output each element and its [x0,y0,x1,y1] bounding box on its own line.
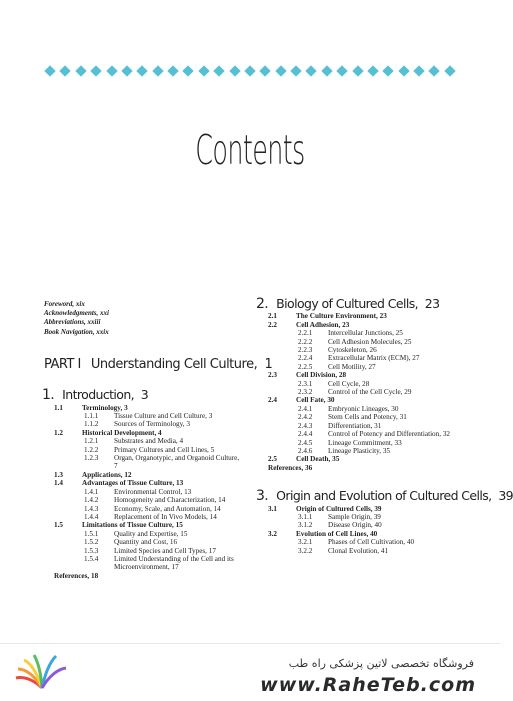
subsection-number: 1.1.1 [84,412,99,421]
toc-subsection-entry[interactable] [44,488,244,496]
section-number: 1.2 [54,428,63,437]
subsection-number: 2.3.1 [298,379,313,388]
toc-subsection-entry[interactable] [44,454,244,471]
chapter-heading[interactable] [256,296,468,312]
section-title: Origin of Cultured Cells, 39 [296,504,382,513]
section-number: 3.1 [268,504,277,513]
subsection-number: 3.2.2 [298,546,313,555]
subsection-title: Substrates and Media, 4 [114,437,184,446]
section-title: Evolution of Cell Lines, 40 [296,529,378,538]
diamond-ornament-row [46,64,454,78]
chapter-page: 39 [498,488,513,504]
toc-section-entry[interactable] [44,471,244,479]
subsection-title: Lineage Plasticity, 35 [328,446,391,455]
subsection-title: Homogeneity and Characterization, 14 [114,496,226,505]
diamond-ornament [44,65,55,76]
subsection-title: Lineage Commitment, 33 [328,438,402,447]
toc-subsection-entry[interactable] [44,505,244,513]
references-entry[interactable]: References, 18 [54,571,99,580]
toc-subsection-entry[interactable] [258,388,468,396]
toc-section-entry[interactable] [44,404,244,412]
front-matter-item[interactable]: Abbreviations, xxiii [44,318,101,327]
subsection-number: 2.2.1 [298,329,313,338]
subsection-number: 1.4.3 [84,504,99,513]
chapter-block [256,296,468,472]
part-title: Understanding Cell Culture, [90,356,258,372]
diamond-ornament [152,65,163,76]
diamond-ornament [229,65,240,76]
section-number: 1.3 [54,470,63,479]
subsection-title: Cell Adhesion Molecules, 25 [328,337,412,346]
toc-section-entry[interactable] [44,479,244,487]
section-number: 2.1 [268,312,277,321]
subsection-title: Differentiation, 31 [328,421,382,430]
subsection-title: Cell Motility, 27 [328,362,376,371]
toc-section-entry[interactable] [258,530,468,538]
subsection-title: Cytoskeleton, 26 [328,346,377,355]
chapter-title: Origin and Evolution of Cultured Cells, [276,488,492,504]
toc-subsection-entry[interactable] [258,346,468,354]
diamond-ornament [121,65,132,76]
diamond-ornament [306,65,317,76]
diamond-ornament [398,65,409,76]
front-matter-list [44,300,244,337]
footer-banner [0,643,500,701]
subsection-title: Environmental Control, 13 [114,487,192,496]
diamond-ornament [383,65,394,76]
diamond-ornament [167,65,178,76]
subsection-number: 2.3.2 [298,388,313,397]
subsection-number: 2.4.1 [298,404,313,413]
subsection-title: Embryonic Lineages, 30 [328,404,399,413]
subsection-title: Phases of Cell Cultivation, 40 [328,538,415,547]
toc-subsection-entry[interactable] [258,329,468,337]
toc-right-column [256,296,513,555]
chapter-title: Introduction, [62,387,135,403]
subsection-number: 1.1.2 [84,420,99,429]
subsection-title: Organ, Organotypic, and Organoid Culture, 7 [114,454,240,471]
subsection-title: Limited Species and Cell Types, 17 [114,546,216,555]
toc-subsection-entry[interactable] [44,420,244,428]
chapter-title: Biology of Cultured Cells, [276,296,418,311]
subsection-number: 1.5.4 [84,554,99,563]
diamond-ornament [244,65,255,76]
toc-subsection-entry[interactable] [44,555,244,572]
diamond-ornament [106,65,117,76]
diamond-ornament [75,65,86,76]
section-number: 2.2 [268,320,277,329]
subsection-number: 2.4.4 [298,430,313,439]
section-title: Cell Division, 28 [296,371,347,380]
toc-section-entry[interactable] [258,505,468,513]
subsection-title: Sources of Terminology, 3 [114,420,190,429]
subsection-number: 2.4.2 [298,413,313,422]
toc-subsection-entry[interactable] [258,430,468,438]
diamond-ornament [90,65,101,76]
subsection-title: Clonal Evolution, 41 [328,546,389,555]
toc-subsection-entry[interactable] [258,422,468,430]
subsection-number: 1.5.1 [84,529,99,538]
toc-subsection-entry[interactable] [44,496,244,504]
subsection-title: Replacement of In Vivo Models, 14 [114,512,217,521]
subsection-title: Cell Cycle, 28 [328,379,370,388]
part-heading[interactable] [44,356,273,372]
diamond-ornament [137,65,148,76]
subsection-number: 3.1.2 [298,521,313,530]
subsection-title: Intercellular Junctions, 25 [328,329,403,338]
toc-section-entry[interactable] [258,312,468,320]
toc-subsection-entry[interactable] [258,513,468,521]
toc-section-entry[interactable] [44,521,244,529]
diamond-ornament [444,65,455,76]
toc-subsection-entry[interactable] [44,547,244,555]
section-title: Cell Adhesion, 23 [296,320,350,329]
subsection-title: Stem Cells and Potency, 31 [328,413,407,422]
chapter-number: 2. [256,296,269,312]
chapter-number: 3. [256,488,269,505]
toc-subsection-entry[interactable] [258,405,468,413]
diamond-ornament [260,65,271,76]
diamond-ornament [367,65,378,76]
section-title: Advantages of Tissue Culture, 13 [82,479,184,488]
subsection-number: 2.4.6 [298,446,313,455]
section-number: 2.5 [268,455,277,464]
subsection-number: 2.4.5 [298,438,313,447]
toc-subsection-entry[interactable] [44,538,244,546]
subsection-number: 2.2.2 [298,337,313,346]
chapter-heading[interactable] [256,488,513,505]
chapter-page: 3 [140,387,149,403]
section-title: Terminology, 3 [82,403,128,412]
toc-subsection-entry[interactable] [44,530,244,538]
subsection-number: 1.2.1 [84,437,99,446]
toc-subsection-entry[interactable] [258,538,468,546]
section-number: 1.4 [54,479,63,488]
subsection-title: Extracellular Matrix (ECM), 27 [328,354,420,363]
front-matter-item[interactable]: Book Navigation, xxix [44,327,109,336]
diamond-ornament [429,65,440,76]
subsection-number: 1.2.3 [84,454,99,463]
subsection-title: Limited Understanding of the Cell and its Microenvironment, 17 [114,554,234,572]
toc-subsection-entry[interactable] [44,437,244,445]
subsection-number: 1.5.2 [84,538,99,547]
subsection-number: 1.5.3 [84,546,99,555]
subsection-number: 2.2.5 [298,362,313,371]
toc-section-entry[interactable] [258,396,468,404]
diamond-ornament [213,65,224,76]
toc-subsection-entry[interactable] [258,354,468,362]
subsection-number: 1.4.1 [84,487,99,496]
chapter-block [256,488,513,555]
diamond-ornament [198,65,209,76]
subsection-number: 2.4.3 [298,421,313,430]
subsection-title: Control of Potency and Differentiation, 32 [328,430,451,439]
front-matter-item[interactable]: Acknowledgments, xxi [44,309,109,318]
brand-url[interactable]: www.RaheTeb.com [260,674,476,696]
subsection-title: Control of the Cell Cycle, 29 [328,388,412,397]
toc-subsection-entry[interactable] [44,412,244,420]
toc-subsection-entry[interactable] [258,547,468,555]
chapter-number: 1. [42,387,55,404]
references-entry[interactable]: References, 36 [268,463,313,472]
chapter-block [42,387,244,580]
diamond-ornament [413,65,424,76]
section-title: Cell Fate, 30 [296,396,335,405]
section-title: Applications, 12 [82,470,132,479]
subsection-title: Sample Origin, 39 [328,512,381,521]
diamond-ornament [275,65,286,76]
subsection-number: 3.1.1 [298,512,313,521]
section-title: Historical Development, 4 [82,428,162,437]
section-title: Cell Death, 35 [296,455,340,464]
book-logo-icon [14,652,70,692]
toc-subsection-entry[interactable] [258,413,468,421]
section-number: 2.4 [268,396,277,405]
diamond-ornament [290,65,301,76]
section-number: 3.2 [268,529,277,538]
subsection-title: Tissue Culture and Cell Culture, 3 [114,412,213,421]
diamond-ornament [321,65,332,76]
brand-persian-name: فروشگاه تخصصی لاتین پزشکی راه طب [288,657,474,670]
toc-subsection-entry[interactable] [44,446,244,454]
section-number: 1.1 [54,403,63,412]
chapter-heading[interactable] [42,387,244,404]
subsection-number: 1.4.4 [84,512,99,521]
section-number: 1.5 [54,521,63,530]
subsection-number: 1.4.2 [84,496,99,505]
toc-section-entry[interactable] [258,321,468,329]
subsection-number: 1.2.2 [84,445,99,454]
subsection-title: Primary Cultures and Cell Lines, 5 [114,445,215,454]
toc-section-entry[interactable] [258,371,468,379]
section-title: The Culture Environment, 23 [296,312,387,321]
part-page: 1 [264,356,273,372]
toc-subsection-entry[interactable] [258,380,468,388]
toc-subsection-entry[interactable] [258,447,468,455]
toc-subsection-entry[interactable] [258,338,468,346]
front-matter-item[interactable]: Foreword, xix [44,300,85,308]
subsection-title: Quality and Expertise, 15 [114,529,188,538]
subsection-title: Economy, Scale, and Automation, 14 [114,504,221,513]
diamond-ornament [352,65,363,76]
toc-subsection-entry[interactable] [258,439,468,447]
subsection-number: 3.2.1 [298,538,313,547]
diamond-ornament [60,65,71,76]
diamond-ornament [183,65,194,76]
section-number: 2.3 [268,371,277,380]
diamond-ornament [336,65,347,76]
subsection-title: Disease Origin, 40 [328,521,382,530]
subsection-number: 2.2.3 [298,346,313,355]
toc-section-entry[interactable] [258,455,468,463]
chapter-page: 23 [424,296,440,311]
subsection-title: Quantity and Cost, 16 [114,538,178,547]
toc-subsection-entry[interactable] [258,521,468,529]
subsection-number: 2.2.4 [298,354,313,363]
page-title: Contents [195,126,305,174]
toc-section-entry[interactable] [44,429,244,437]
part-number: PART I [44,356,81,372]
section-title: Limitations of Tissue Culture, 15 [82,521,183,530]
toc-subsection-entry[interactable] [44,513,244,521]
